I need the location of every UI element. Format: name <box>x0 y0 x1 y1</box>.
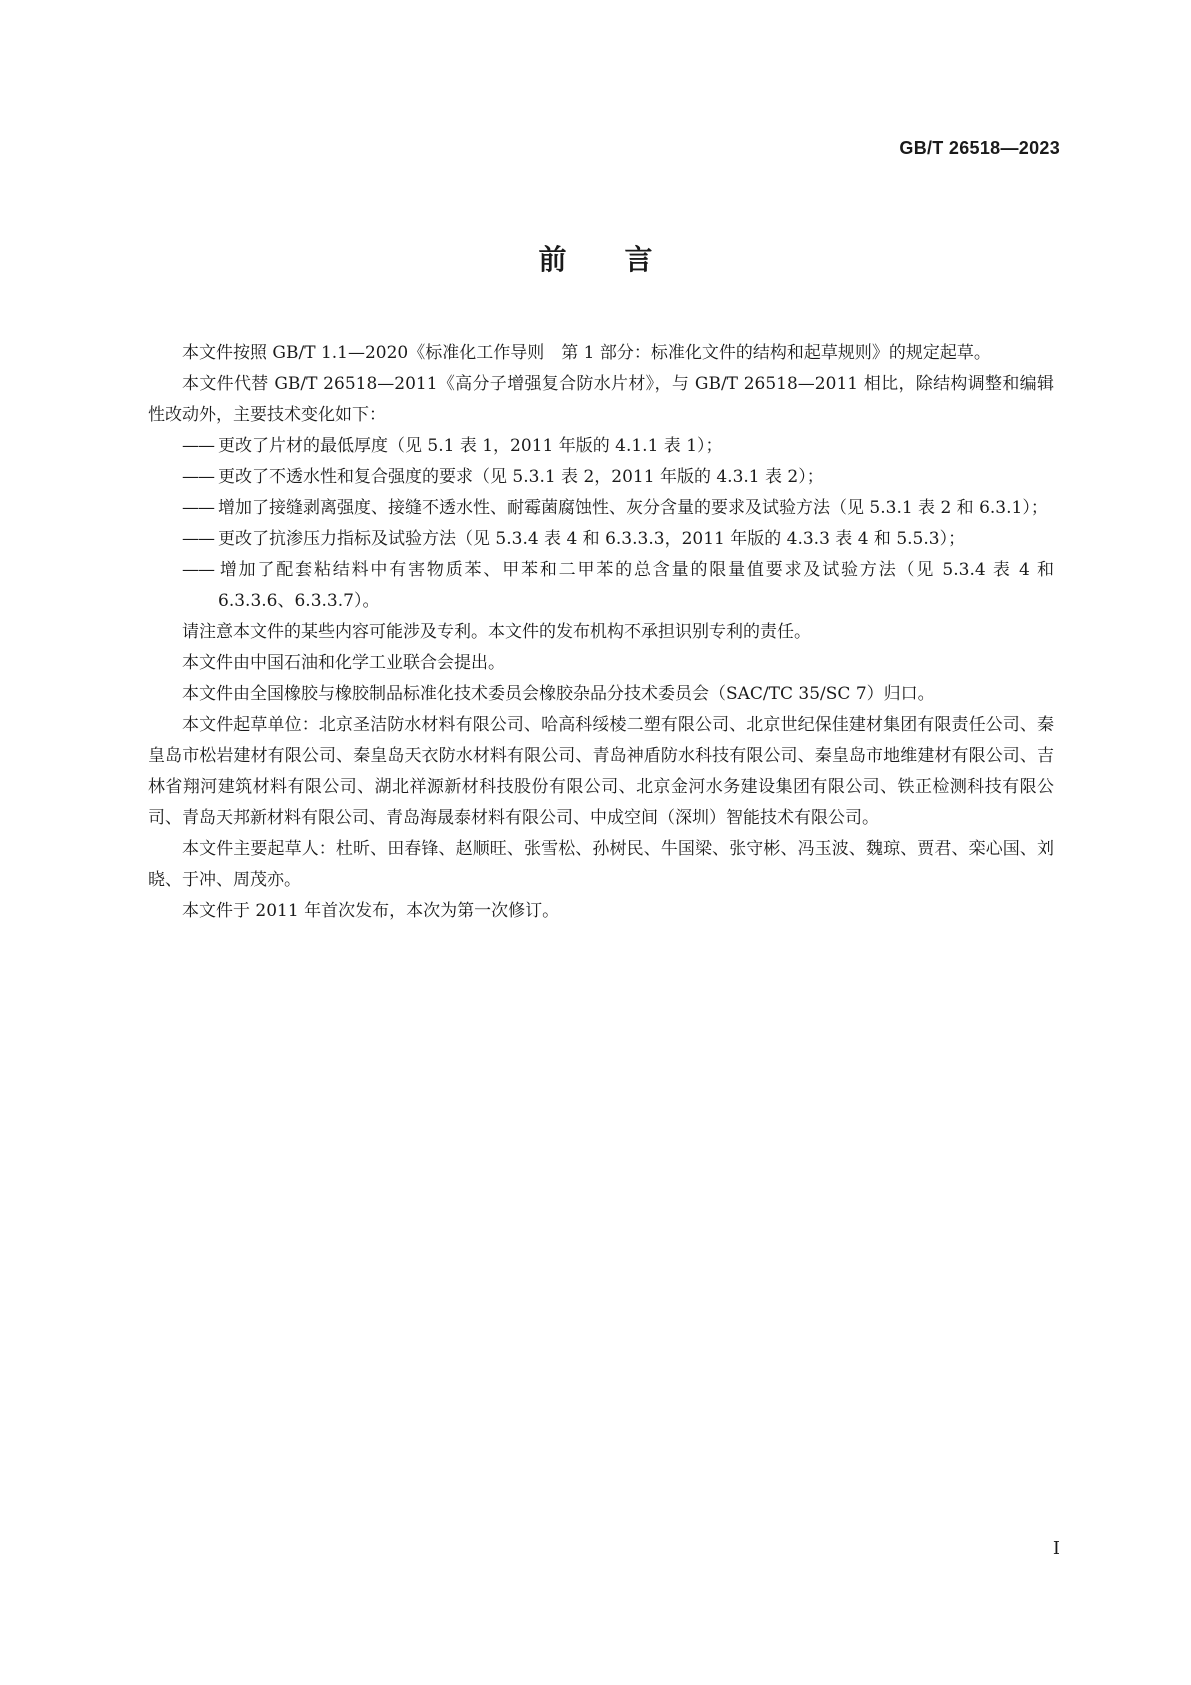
dash-marker: —— <box>182 498 214 518</box>
paragraph-replacement: 本文件代替 GB/T 26518—2011《高分子增强复合防水片材》，与 GB/T 26518—2011 相比，除结构调整和编辑性改动外，主要技术变化如下： <box>148 374 1054 425</box>
page-title: 前言 <box>538 243 711 276</box>
change-item <box>148 524 1054 555</box>
dash-marker: —— <box>182 467 214 487</box>
change-text: 更改了片材的最低厚度（见 5.1 表 1，2011 年版的 4.1.1 表 1）； <box>218 436 723 456</box>
dash-marker: —— <box>182 560 214 580</box>
paragraph-technical-committee: 本文件由全国橡胶与橡胶制品标准化技术委员会橡胶杂品分技术委员会（SAC/TC 35/SC 7）归口。 <box>182 684 935 704</box>
paragraph-drafting-rules: 本文件按照 GB/T 1.1—2020《标准化工作导则 第 1 部分：标准化文件的结构和起草规则》的规定起草。 <box>182 343 991 363</box>
change-text: 更改了不透水性和复合强度的要求（见 5.3.1 表 2，2011 年版的 4.3.1 表 2）； <box>218 467 824 487</box>
page-number: I <box>1052 1538 1060 1559</box>
change-item <box>148 493 1054 524</box>
paragraph-drafters: 本文件主要起草人：杜昕、田春锋、赵顺旺、张雪松、孙树民、牛国梁、张守彬、冯玉波、魏琼、贾君、栾心国、刘晓、于冲、周茂亦。 <box>148 839 1054 890</box>
change-text: 增加了配套粘结料中有害物质苯、甲苯和二甲苯的总含量的限量值要求及试验方法（见 5.3.4 表 4 和 6.3.3.6、6.3.3.7）。 <box>218 560 1054 611</box>
document-code: GB/T 26518—2023 <box>899 138 1060 158</box>
paragraph-proposer: 本文件由中国石油和化学工业联合会提出。 <box>182 653 505 673</box>
change-item <box>148 555 1054 617</box>
paragraph-patent-notice: 请注意本文件的某些内容可能涉及专利。本文件的发布机构不承担识别专利的责任。 <box>182 622 811 642</box>
dash-marker: —— <box>182 529 214 549</box>
change-item <box>148 462 1054 493</box>
change-item <box>148 431 1054 462</box>
paragraph-history: 本文件于 2011 年首次发布，本次为第一次修订。 <box>182 901 560 921</box>
change-text: 更改了抗渗压力指标及试验方法（见 5.3.4 表 4 和 6.3.3.3，2011 年版的 4.3.3 表 4 和 5.5.3）； <box>218 529 966 549</box>
change-text: 增加了接缝剥离强度、接缝不透水性、耐霉菌腐蚀性、灰分含量的要求及试验方法（见 5.3.1 表 2 和 6.3.1）； <box>218 498 1048 518</box>
dash-marker: —— <box>182 436 214 456</box>
paragraph-drafting-units: 本文件起草单位：北京圣洁防水材料有限公司、哈高科绥棱二塑有限公司、北京世纪保佳建材集团有限责任公司、秦皇岛市松岩建材有限公司、秦皇岛天衣防水材料有限公司、青岛神盾防水科技有限公司、秦皇岛市地维建材有限公司、吉林省翔河建筑材料有限公司、湖北祥源新材科技股份有限公司、北京金河水务建设集团有限公司、铁正检测科技有限公司、青岛天邦新材料有限公司、青岛海晟泰材料有限公司、中成空间（深圳）智能技术有限公司。 <box>148 715 1054 828</box>
foreword-body <box>148 338 1054 927</box>
